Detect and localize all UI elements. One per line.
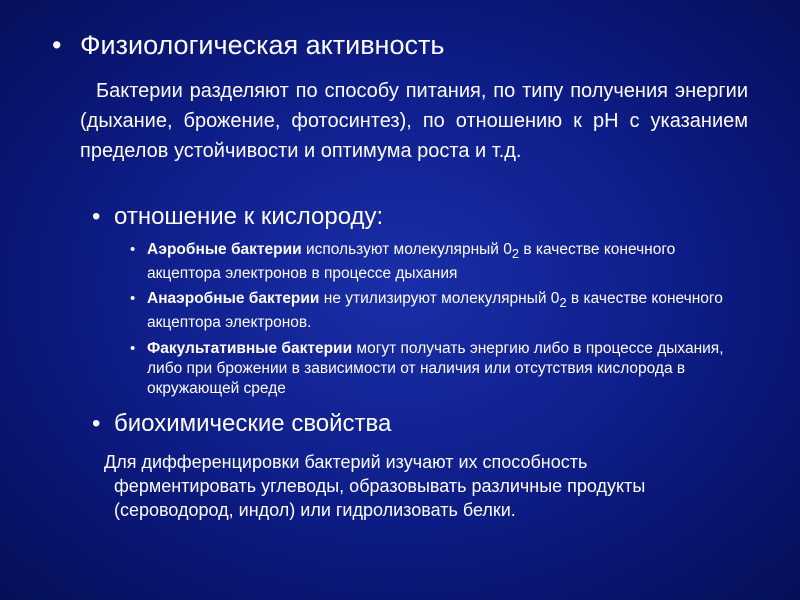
list-item-text: Факультативные бактерии могут получать энергию либо в процессе дыхания, либо при брожении в зависимости от наличия или отсутствия кислорода в окружающей среде (147, 340, 724, 397)
bullet-icon: • (130, 290, 136, 307)
oxygen-heading-text: отношение к кислороду: (114, 203, 384, 230)
list-item-text: Анаэробные бактерии не утилизируют молекулярный $0_2$ в качестве конечного акцептора электронов. (147, 290, 723, 332)
bullet-icon: • (130, 340, 136, 357)
list-item-text: Аэробные бактерии используют молекулярный $0_2$ в качестве конечного акцептора электронов в процессе дыхания (147, 241, 676, 283)
term-anaerobic: Анаэробные бактерии (147, 290, 320, 307)
bullet-icon: • (52, 30, 62, 60)
list-item-facultative (130, 339, 750, 399)
biochem-heading-text: биохимические свойства (114, 410, 392, 437)
bullet-icon: • (92, 203, 101, 230)
biochem-paragraph (104, 450, 744, 522)
biochem-rest: ферментировать углеводы, образовывать различные продукты (сероводород, индол) или гидролизовать белки. (114, 476, 646, 520)
bullet-icon: • (130, 241, 136, 258)
title-text: Физиологическая активность (80, 30, 445, 60)
slide-title (54, 30, 444, 61)
oxygen-heading (92, 203, 383, 231)
term-facultative: Факультативные бактерии (147, 340, 353, 357)
list-item-anaerobic (130, 289, 750, 333)
bullet-icon: • (92, 410, 101, 437)
intro-paragraph: Бактерии разделяют по способу питания, по типу получения энергии (дыхание, брожение, фотосинтез), по отношению к рН с указанием пределов устойчивости и оптимума роста и т.д. (80, 80, 748, 162)
biochem-line1: Для дифференцировки бактерий изучают их способность (104, 452, 588, 472)
term-aerobic: Аэробные бактерии (147, 241, 302, 258)
list-item-aerobic (130, 240, 750, 284)
biochem-heading (92, 410, 391, 438)
